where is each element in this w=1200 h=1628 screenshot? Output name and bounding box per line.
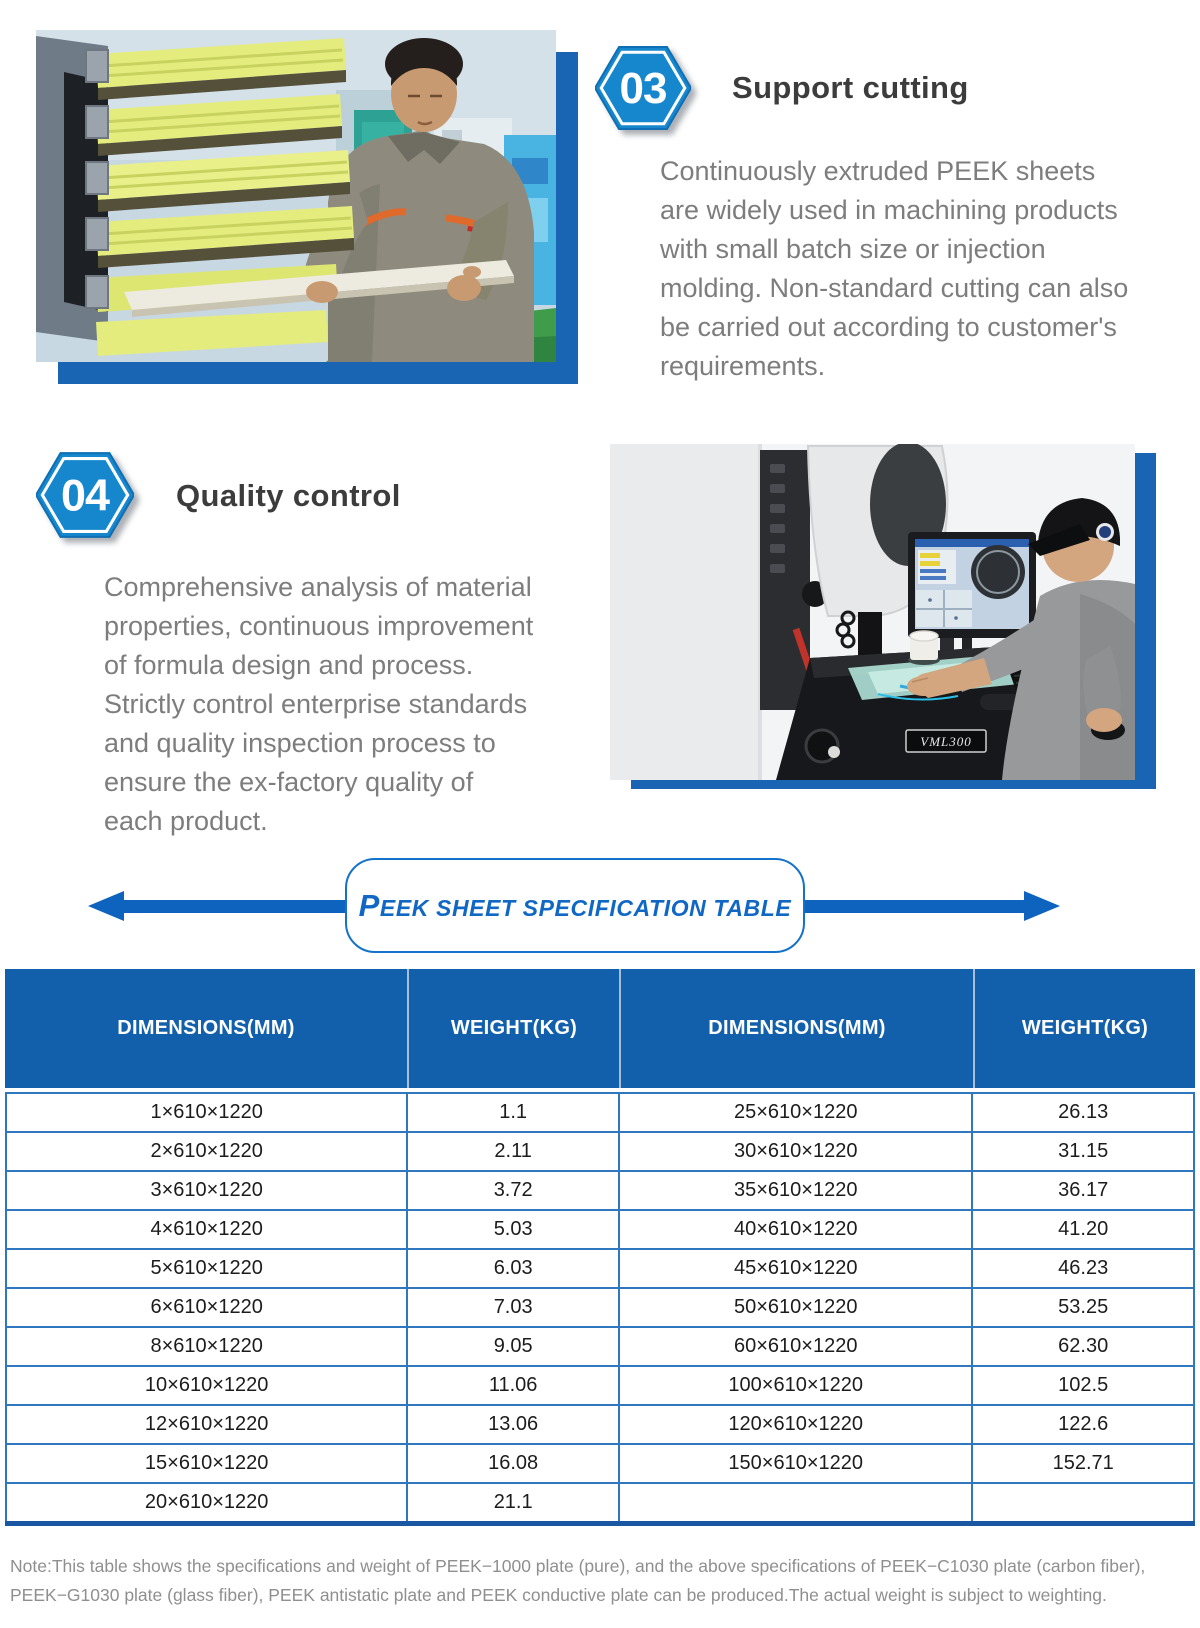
section-03-title: Support cutting [732, 70, 969, 105]
table-row [6, 1366, 1194, 1405]
table-row [6, 1288, 1194, 1327]
table-cell: 45×610×1220 [619, 1249, 972, 1288]
step-04-hexagon-badge [36, 451, 134, 539]
column-header-weight-1: WEIGHT(KG) [407, 969, 619, 1088]
table-row [6, 1444, 1194, 1483]
table-cell: 6×610×1220 [6, 1288, 407, 1327]
column-header-dimensions-1: DIMENSIONS(MM) [117, 1017, 295, 1039]
table-cell: 15×610×1220 [6, 1444, 407, 1483]
table-row [6, 1405, 1194, 1444]
table-cell: 5.03 [407, 1210, 619, 1249]
table-cell: 30×610×1220 [619, 1132, 972, 1171]
table-cell: 46.23 [972, 1249, 1194, 1288]
spec-table [5, 1092, 1195, 1526]
table-cell: 50×610×1220 [619, 1288, 972, 1327]
table-cell: 26.13 [972, 1093, 1194, 1132]
table-cell: 11.06 [407, 1366, 619, 1405]
table-cell [972, 1483, 1194, 1524]
table-cell: 5×610×1220 [6, 1249, 407, 1288]
table-row [6, 1210, 1194, 1249]
table-row [6, 1093, 1194, 1132]
table-cell: 7.03 [407, 1288, 619, 1327]
table-cell: 21.1 [407, 1483, 619, 1524]
table-cell: 12×610×1220 [6, 1405, 407, 1444]
table-row [6, 1132, 1194, 1171]
table-footnote: Note:This table shows the specifications and weight of PEEK−1000 plate (pure), and the above specifications of PEEK−C1030 plate (carbon fiber), PEEK−G1030 plate (glass fiber), PEEK antistatic plate and PEEK conductive plate can be produced.The actual weight is subject to weighting. [10, 1556, 1146, 1605]
table-cell: 20×610×1220 [6, 1483, 407, 1524]
table-cell: 10×610×1220 [6, 1366, 407, 1405]
table-cell: 102.5 [972, 1366, 1194, 1405]
table-cell: 150×610×1220 [619, 1444, 972, 1483]
table-cell: 2×610×1220 [6, 1132, 407, 1171]
section-03-paragraph: Continuously extruded PEEK sheets are widely used in machining products with small batch size or injection molding. Non-standard cutting can also be carried out according to customer's requirements. [660, 156, 1129, 381]
table-cell [619, 1483, 972, 1524]
table-cell: 36.17 [972, 1171, 1194, 1210]
table-cell: 1.1 [407, 1093, 619, 1132]
table-cell: 35×610×1220 [619, 1171, 972, 1210]
support-cutting-photo [36, 30, 556, 362]
vml300-machine-label: VML300 [920, 734, 972, 749]
qc-photo-illustration [610, 444, 1135, 780]
spec-table-banner [345, 858, 805, 953]
column-header-weight-2: WEIGHT(KG) [973, 969, 1195, 1088]
table-row [6, 1327, 1194, 1366]
table-cell: 9.05 [407, 1327, 619, 1366]
left-arrow [88, 891, 345, 921]
table-cell: 3×610×1220 [6, 1171, 407, 1210]
table-cell: 25×610×1220 [619, 1093, 972, 1132]
table-cell: 4×610×1220 [6, 1210, 407, 1249]
table-cell: 1×610×1220 [6, 1093, 407, 1132]
badge-number: 04 [61, 469, 109, 521]
table-cell: 31.15 [972, 1132, 1194, 1171]
table-cell: 40×610×1220 [619, 1210, 972, 1249]
spec-table-header [5, 969, 1195, 1088]
hexagon-icon [36, 451, 134, 539]
table-cell: 122.6 [972, 1405, 1194, 1444]
table-cell: 3.72 [407, 1171, 619, 1210]
factory-photo-illustration [36, 30, 556, 362]
section-04-title: Quality control [176, 478, 401, 513]
table-cell: 8×610×1220 [6, 1327, 407, 1366]
table-cell: 62.30 [972, 1327, 1194, 1366]
table-cell: 41.20 [972, 1210, 1194, 1249]
spec-table-banner-title: PEEK SHEET SPECIFICATION TABLE [358, 887, 792, 923]
table-cell: 152.71 [972, 1444, 1194, 1483]
table-cell: 13.06 [407, 1405, 619, 1444]
table-cell: 53.25 [972, 1288, 1194, 1327]
table-row [6, 1249, 1194, 1288]
table-cell: 16.08 [407, 1444, 619, 1483]
badge-number: 03 [619, 64, 667, 113]
table-cell: 2.11 [407, 1132, 619, 1171]
table-cell: 120×610×1220 [619, 1405, 972, 1444]
table-cell: 6.03 [407, 1249, 619, 1288]
table-row [6, 1171, 1194, 1210]
section-04-paragraph: Comprehensive analysis of material properties, continuous improvement of formula design and process. Strictly control enterprise standards and quality inspection process to ensure the ex-factory quality of each product. [104, 572, 534, 836]
table-cell: 60×610×1220 [619, 1327, 972, 1366]
table-row [6, 1483, 1194, 1524]
right-arrow [805, 891, 1060, 921]
column-header-dimensions-2: DIMENSIONS(MM) [619, 969, 973, 1088]
quality-control-photo [610, 444, 1135, 780]
table-cell: 100×610×1220 [619, 1366, 972, 1405]
spec-table-body [6, 1093, 1194, 1524]
step-03-hexagon-badge [595, 45, 691, 131]
hexagon-icon [595, 45, 691, 131]
